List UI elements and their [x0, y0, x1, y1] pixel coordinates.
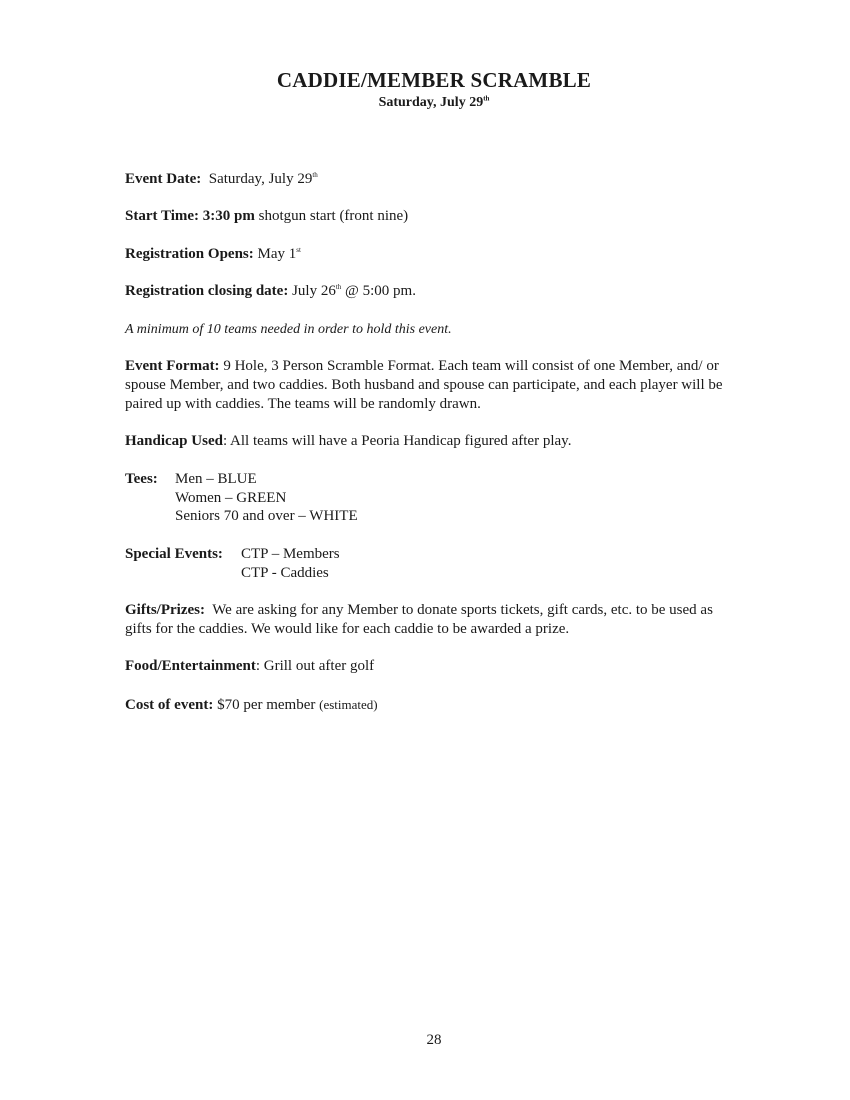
registration-closing-time: @ 5:00 pm. [345, 283, 416, 299]
event-date-label: Event Date: [125, 171, 202, 187]
event-date-row [125, 170, 740, 189]
registration-opens-value: May 1 [257, 246, 297, 262]
special-event-caddies: CTP - Caddies [241, 565, 329, 581]
document-title: CADDIE/MEMBER SCRAMBLE [276, 68, 592, 92]
special-events-label: Special Events: [125, 546, 223, 562]
minimum-teams-note: A minimum of 10 teams needed in order to hold this event. [125, 322, 452, 337]
cost-label: Cost of event: [125, 697, 214, 713]
document-subtitle [0, 95, 850, 111]
tee-women: Women – GREEN [175, 490, 287, 506]
start-time-label: Start Time: 3:30 pm [125, 208, 255, 224]
tees-label: Tees: [125, 471, 158, 487]
gifts-value: We are asking for any Member to donate sports tickets, gift cards, etc. to be used as gifts for the caddies. We would like for each caddie to be awarded a prize. [125, 602, 713, 637]
registration-opens-suffix: st [296, 246, 301, 254]
event-date-value: Saturday, July 29 [208, 171, 313, 187]
registration-closing-row [125, 282, 740, 301]
tee-men: Men – BLUE [175, 471, 257, 487]
cost-value: $70 per member [217, 697, 316, 713]
registration-closing-date: July 26 [292, 283, 336, 299]
gifts-row [125, 601, 740, 639]
special-event-members: CTP – Members [241, 546, 340, 562]
handicap-value: : All teams will have a Peoria Handicap figured after play. [222, 433, 572, 449]
food-value: : Grill out after golf [255, 658, 375, 674]
page-number: 28 [426, 1032, 442, 1048]
subtitle-date-suffix: th [483, 94, 490, 103]
registration-opens-label: Registration Opens: [125, 246, 254, 262]
handicap-label: Handicap Used [125, 433, 223, 449]
registration-closing-suffix: th [335, 283, 342, 291]
event-format-row [125, 357, 740, 414]
event-format-value: 9 Hole, 3 Person Scramble Format. Each team will consist of one Member, and/ or spouse Member, and two caddies. Both husband and spouse can participate, and each player will be paired up with caddies. The teams will be randomly drawn. [125, 358, 723, 412]
event-format-label: Event Format: [125, 358, 220, 374]
start-time-value: shotgun start (front nine) [258, 208, 409, 224]
registration-opens-row [125, 245, 740, 264]
registration-closing-label: Registration closing date: [125, 283, 289, 299]
subtitle-date: Saturday, July 29 [378, 95, 484, 110]
gifts-label: Gifts/Prizes: [125, 602, 205, 618]
tee-seniors: Seniors 70 and over – WHITE [175, 508, 358, 524]
cost-row [125, 695, 740, 715]
handicap-row [125, 432, 740, 451]
special-events-row [125, 545, 740, 564]
cost-note: (estimated) [319, 697, 378, 712]
event-date-suffix: th [312, 171, 318, 179]
food-row [125, 657, 740, 676]
food-label: Food/Entertainment [125, 658, 256, 674]
start-time-row [125, 207, 740, 226]
